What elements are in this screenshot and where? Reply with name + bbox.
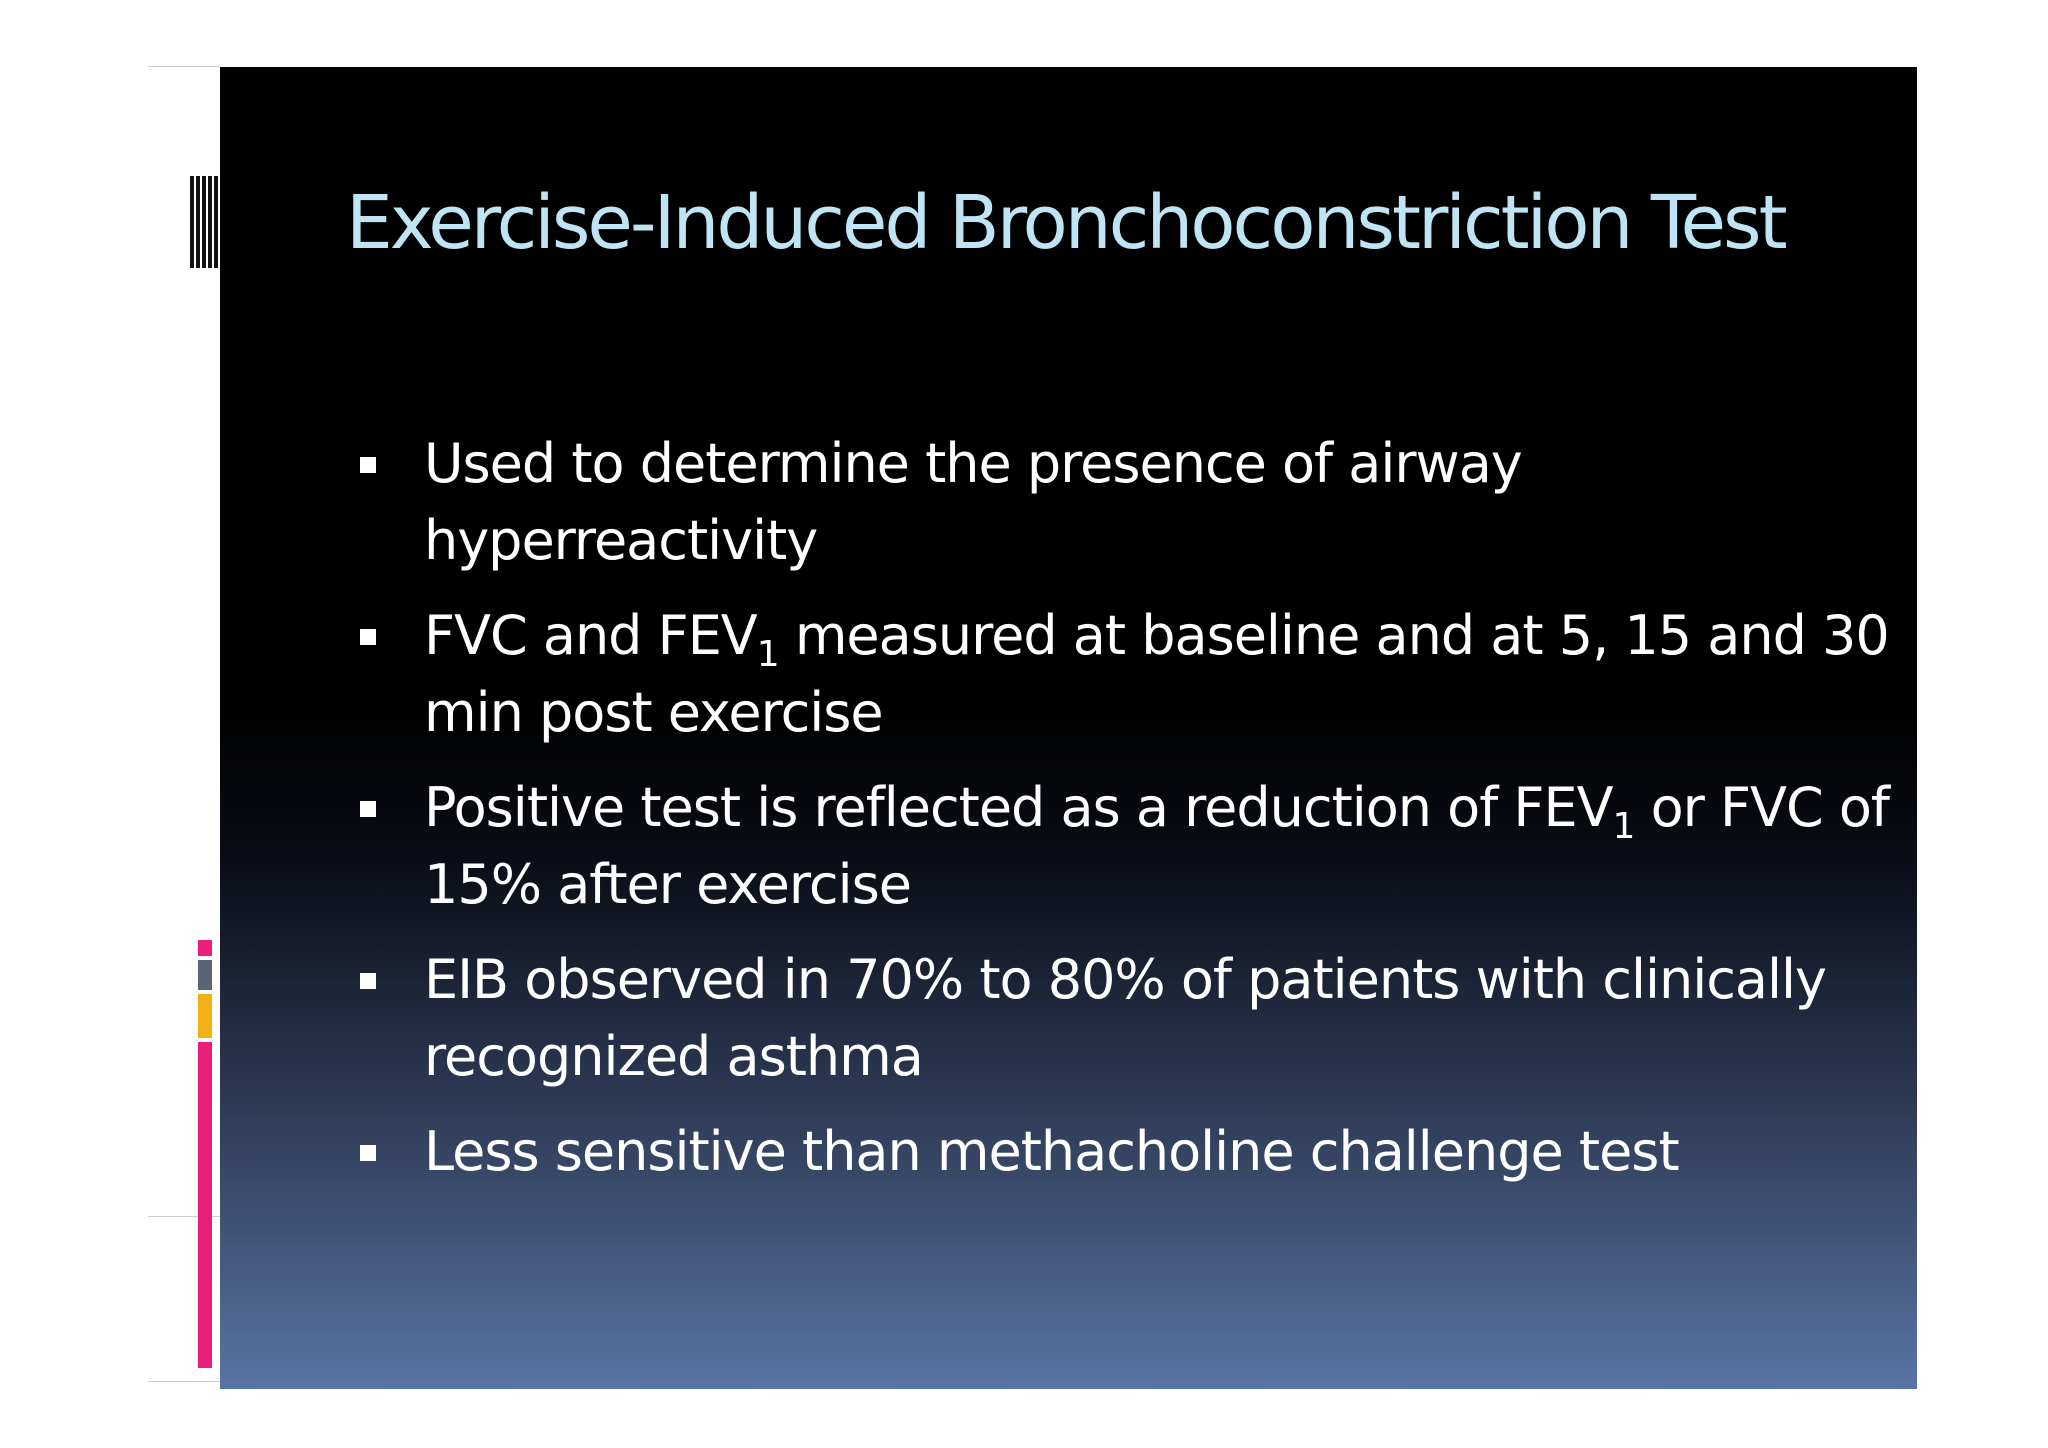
square-bullet-icon <box>360 1145 376 1161</box>
bullet-text: EIB observed in 70% to 80% of patients with clinically recognized asthma <box>424 948 1826 1088</box>
slide-title: Exercise-Induced Bronchoconstriction Test <box>346 180 1785 266</box>
bullet-text: measured at baseline and at 5, 15 and 30 min post exercise <box>424 604 1889 744</box>
bullet-list <box>360 425 1900 1208</box>
margin-guide-top <box>148 66 220 67</box>
bullet-text: FVC and FEV <box>424 604 757 667</box>
square-bullet-icon <box>360 457 376 473</box>
bullet-text: Used to determine the presence of airway hyperreactivity <box>424 432 1522 572</box>
accent-bar-pink-top <box>198 940 212 956</box>
square-bullet-icon <box>360 629 376 645</box>
accent-bar-gray <box>198 960 212 990</box>
slide <box>220 67 1917 1389</box>
bullet-item <box>360 941 1900 1095</box>
bullet-text: Less sensitive than methacholine challenge test <box>424 1120 1679 1183</box>
bullet-item <box>360 597 1900 751</box>
subscript: 1 <box>1612 806 1635 847</box>
bullet-text: Positive test is reflected as a reduction of FEV <box>424 776 1613 839</box>
subscript: 1 <box>756 634 779 675</box>
bullet-item <box>360 769 1900 923</box>
decorative-stripes <box>190 176 220 268</box>
square-bullet-icon <box>360 973 376 989</box>
square-bullet-icon <box>360 801 376 817</box>
bullet-item <box>360 425 1900 579</box>
bullet-item <box>360 1113 1900 1190</box>
accent-bar-pink <box>198 1042 212 1368</box>
bullet-text: or FVC of 15% after exercise <box>424 776 1889 916</box>
accent-bar-gold <box>198 994 212 1038</box>
margin-guide-bottom <box>148 1381 220 1382</box>
